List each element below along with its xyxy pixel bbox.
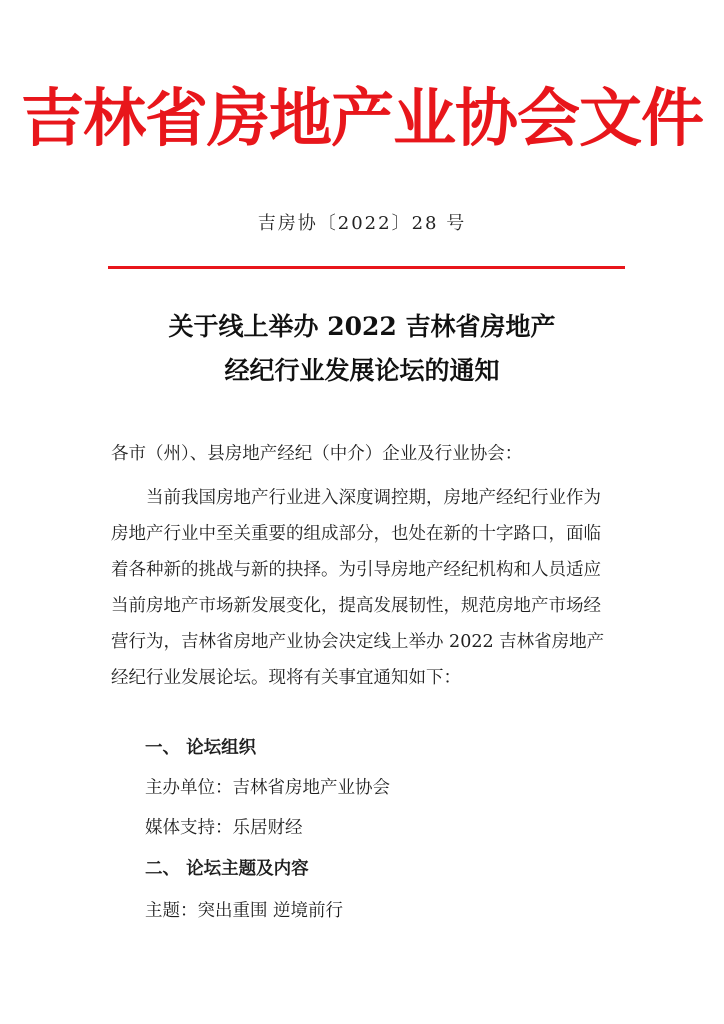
document-number: 吉房协〔2022〕28 号 (257, 213, 467, 234)
salutation: 各市（州）、县房地产经纪（中介）企业及行业协会： (111, 444, 523, 464)
media-line: 媒体支持：乐居财经 (145, 818, 303, 838)
notice-title-line-1: 关于线上举办 2022 吉林省房地产 (168, 312, 556, 341)
paragraph-line: 着各种新的挑战与新的抉择。为引导房地产经纪机构和人员适应 (111, 560, 601, 580)
section-heading-theme: 二、 论坛主题及内容 (145, 859, 309, 879)
document-header-title: 吉林省房地产业协会文件 (21, 81, 703, 155)
paragraph-line: 营行为，吉林省房地产业协会决定线上举办 2022 吉林省房地产 (111, 632, 605, 652)
notice-title-line-2: 经纪行业发展论坛的通知 (224, 356, 500, 385)
paragraph-line: 当前我国房地产行业进入深度调控期，房地产经纪行业作为 (111, 488, 601, 508)
body-paragraph (111, 480, 631, 696)
notice-title (0, 305, 724, 393)
paragraph-line: 当前房地产市场新发展变化，提高发展韧性，规范房地产市场经 (111, 596, 601, 616)
paragraph-line: 房地产行业中至关重要的组成部分，也处在新的十字路口，面临 (111, 524, 601, 544)
paragraph-line: 经纪行业发展论坛。现将有关事宜通知如下： (111, 668, 461, 688)
section-heading-organization: 一、 论坛组织 (145, 738, 257, 758)
theme-line: 主题：突出重围 逆境前行 (145, 901, 344, 921)
organizer-line: 主办单位：吉林省房地产业协会 (145, 778, 390, 798)
red-divider-line (108, 266, 625, 269)
